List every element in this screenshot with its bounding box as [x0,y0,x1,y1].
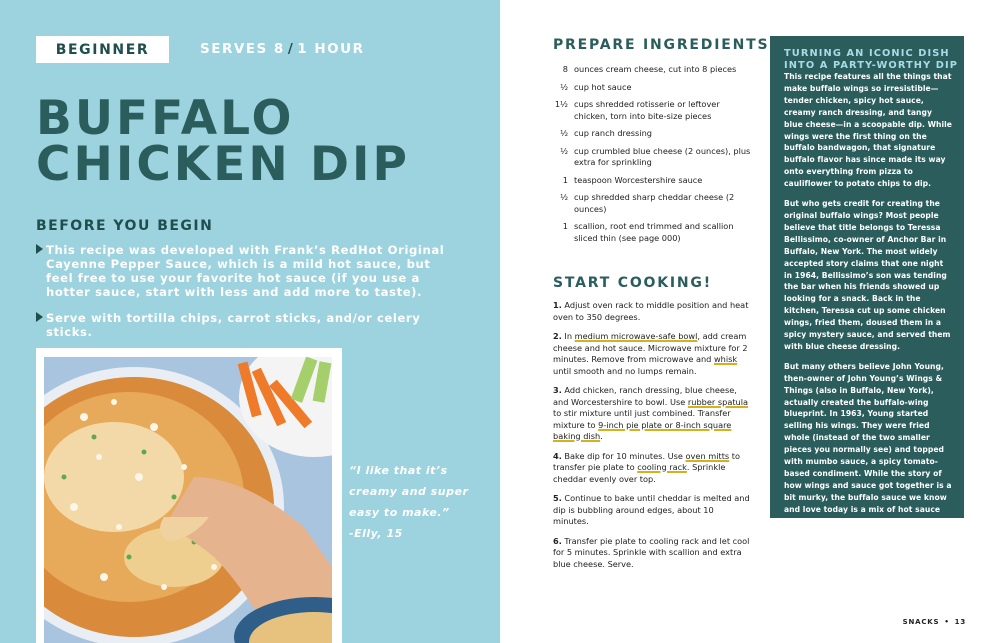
equipment-highlight: oven mitts [685,450,730,461]
tip-text: Serve with tortilla chips, carrot sticks, and/or celery sticks. [46,311,421,339]
ingredient-description: cup hot sauce [574,81,632,92]
step-text: Adjust oven rack to middle position and heat oven to 350 degrees. [553,300,749,322]
step-text: . [600,431,603,441]
start-cooking-heading: START COOKING! [553,275,712,291]
step-number: 5. [553,493,562,503]
sidebar-heading-line-2: INTO A PARTY-WORTHY DIP [784,59,959,71]
equipment-highlight: 9-inch pie plate or 8-inch square baking dish [553,419,732,441]
equipment-highlight: rubber spatula [687,396,749,407]
ingredient-item [553,192,753,215]
quote-line: creamy and super [349,485,469,498]
serves-text: SERVES 8 [200,41,285,57]
ingredient-item [553,128,753,140]
ingredient-quantity: ½ [560,128,568,138]
page-number: 13 [954,618,966,626]
quote-attribution: -Elly, 15 [349,527,403,540]
step-text: Continue to bake until cheddar is melted and dip is bubbling around edges, about 10 minutes. [553,493,750,526]
arrow-icon [36,312,43,322]
dip-photo [44,357,332,643]
ingredient-item [553,64,753,76]
ingredient-quantity: 1½ [554,99,568,109]
ingredient-item [553,175,753,187]
time-text: 1 HOUR [297,41,365,57]
ingredient-quantity: 1 [562,174,568,185]
quote-line: easy to make.” [349,506,450,519]
step-number: 3. [553,385,562,395]
footer-section: SNACKS [902,618,940,626]
step-text: In [564,331,575,341]
title-line-2: CHICKEN DIP [36,137,410,192]
ingredient-quantity: ½ [560,81,568,92]
step-number: 1. [553,300,562,310]
ingredient-description: cup crumbled blue cheese (2 ounces), plus extra for sprinkling [574,145,751,167]
title-line-1: BUFFALO [36,91,295,146]
page-footer [903,618,966,626]
ingredient-description: cup shredded sharp cheddar cheese (2 ounces) [574,192,735,214]
tip-text: This recipe was developed with Frank’s RedHot Original Cayenne Pepper Sauce, which is a mild hot sauce, but feel free to use your favorite hot sauce (if you use a hotter sauce, start with less and add more to taste). [46,243,445,299]
ingredient-description: scallion, root end trimmed and scallion sliced thin (see page 000) [574,221,734,243]
step-text: Bake dip for 10 minutes. Use [564,450,686,461]
tip-item [36,311,446,339]
step-item [553,385,751,443]
step-number: 2. [553,331,562,341]
ingredient-quantity: 1 [562,221,568,231]
kid-quote [349,460,479,544]
step-number: 4. [553,450,562,461]
tips-list [36,243,446,351]
step-number: 6. [553,535,562,546]
step-text: to transfer pie plate to [553,450,740,472]
ingredients-list [553,64,753,250]
sidebar-paragraph: But who gets credit for creating the original buffalo wings? Most people believe that title belongs to Teressa Bellissimo, co-owner of Anchor Bar in Buffalo, New York. The most widely accepted story claims that one night in 1964, Bellissimo’s son was tending the bar when his friends showed up looking for a snack. Back in the kitchen, Teressa cut up some chicken wings, fried them, doused them in a spicy mystery sauce, and served them with blue cheese dressing. [784,199,951,351]
level-badge: BEGINNER [36,36,169,63]
ingredient-item [553,82,753,94]
step-item [553,536,751,571]
step-item [553,493,751,528]
step-text: Add chicken, ranch dressing, blue cheese, and Worcestershire to bowl. Use [553,385,737,407]
ingredient-description: ounces cream cheese, cut into 8 pieces [574,64,737,74]
steps-list [553,300,751,578]
equipment-highlight: whisk [713,354,738,364]
equipment-highlight: cooling rack [637,462,687,472]
step-text: , add cream cheese and hot sauce. Microwave mixture for 2 minutes. Remove from microwave and [553,331,748,364]
footer-bullet: • [944,618,950,626]
before-you-begin-heading: BEFORE YOU BEGIN [36,218,214,234]
ingredient-item [553,99,753,122]
sidebar-paragraph: But many others believe John Young, then-owner of John Young’s Wings & Things (also in Buffalo, New York), actually created the buffalo-wing blueprint. In 1963, Young started selling his wings. They were fried whole (instead of the two smaller pieces you normally see) and topped with mumbo sauce, a spicy tomato-based condiment. While the story of how wings and sauce got together is a bit murky, the buffalo sauce we know and love today is a mix of hot sauce (typically Frank’s RedHot), melted butter, and occasionally some spices. [784,361,952,538]
ingredient-description: teaspoon Worcestershire sauce [574,174,703,185]
ingredient-description: cup ranch dressing [574,128,652,138]
arrow-icon [36,244,43,254]
ingredient-quantity: ½ [560,192,568,202]
ingredient-description: cups shredded rotisserie or leftover chicken, torn into bite-size pieces [574,99,720,121]
step-text: until smooth and no lumps remain. [553,365,697,376]
sidebar-box [770,36,964,538]
serves-time [200,41,365,57]
quote-line: “I like that it’s [349,464,448,477]
step-text: to stir mixture until just combined. Transfer mixture to [553,408,731,430]
ingredient-item [553,221,753,244]
ingredient-item [553,146,753,169]
ingredient-quantity: 8 [562,64,568,74]
dip-photo-illustration [44,357,332,643]
sidebar-heading [784,48,959,71]
recipe-title [36,91,410,192]
sidebar-heading-line-1: TURNING AN ICONIC DISH [784,48,950,59]
tip-item [36,243,446,299]
step-item [553,331,751,377]
equipment-highlight: medium microwave-safe bowl [574,331,698,341]
ingredient-quantity: ½ [560,145,568,156]
step-item [553,300,751,323]
step-text: . Sprinkle cheddar evenly over top. [553,462,726,484]
sidebar-paragraph: This recipe features all the things that make buffalo wings so irresistible—tender chicken, spicy hot sauce, creamy ranch dressing, and tangy blue cheese—in a scoopable dip. While wings were the first thing on the buffalo bandwagon, that signature buffalo flavor has since made its way onto everything from pizza to cauliflower to potato chips to dip. [784,72,952,189]
step-text: Transfer pie plate to cooling rack and let cool for 5 minutes. Sprinkle with scallion and extra blue cheese. Serve. [553,535,750,569]
step-item [553,451,751,486]
serves-separator: / [287,41,295,57]
prepare-ingredients-heading: PREPARE INGREDIENTS [553,37,770,53]
